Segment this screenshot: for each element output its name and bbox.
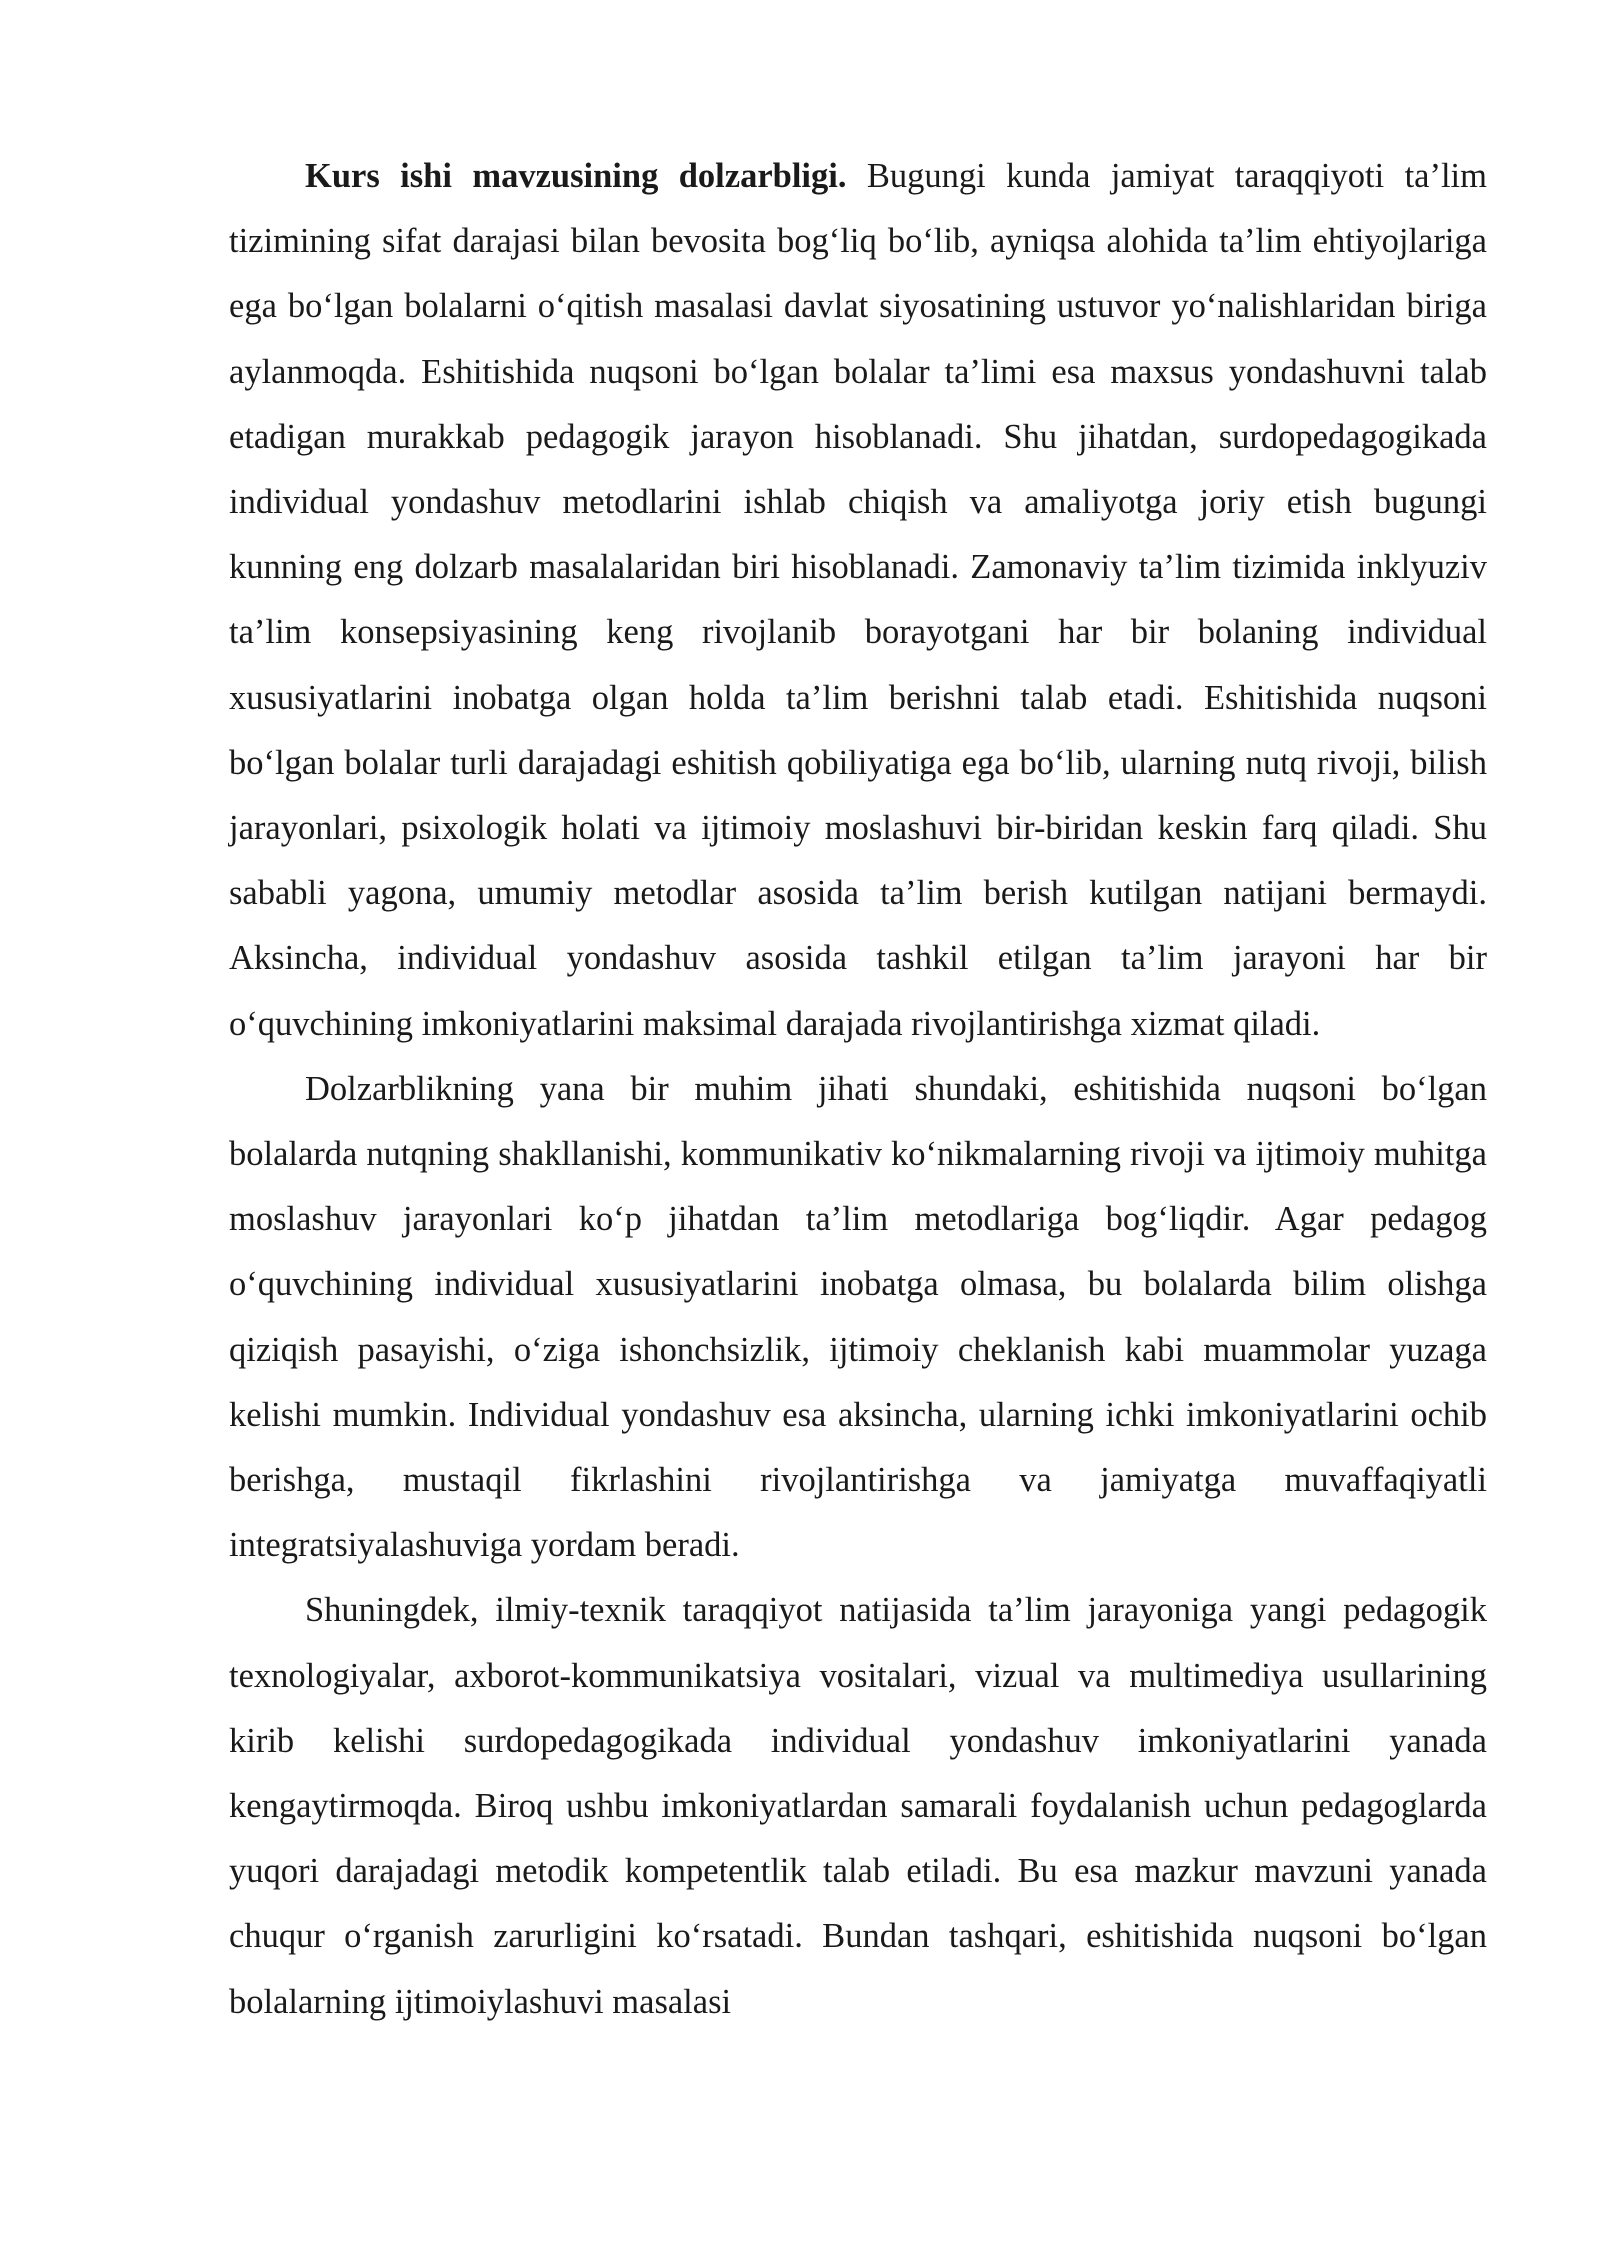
paragraph-text: Shuningdek, ilmiy-texnik taraqqiyot natijasida ta’lim jarayoniga yangi pedagogik texnologiyalar, axborot-kommunikatsiya vositalari, vizual va multimediya usullarining kirib kelishi surdopedagogikada individual yondashuv imkoniyatlarini yanada kengaytirmoqda. Biroq ushbu imkoniyatlardan samarali foydalanish uchun pedagoglarda yuqori darajadagi metodik kompetentlik talab etiladi. Bu esa mazkur mavzuni yanada chuqur o‘rganish zarurligini ko‘rsatadi. Bundan tashqari, eshitishida nuqsoni bo‘lgan bolalarning ijtimoiylashuvi masalasi (229, 1591, 1487, 2021)
paragraph-relevance-second (229, 1057, 1487, 1579)
paragraph-relevance-intro (229, 144, 1487, 1057)
paragraph-text: Dolzarblikning yana bir muhim jihati shundaki, eshitishida nuqsoni bo‘lgan bolalarda nutqning shakllanishi, kommunikativ ko‘nikmalarning rivoji va ijtimoiy muhitga moslashuv jarayonlari ko‘p jihatdan ta’lim metodlariga bog‘liqdir. Agar pedagog o‘quvchining individual xususiyatlarini inobatga olmasa, bu bolalarda bilim olishga qiziqish pasayishi, o‘ziga ishonchsizlik, ijtimoiy cheklanish kabi muammolar yuzaga kelishi mumkin. Individual yondashuv esa aksincha, ularning ichki imkoniyatlarini ochib berishga, mustaqil fikrlashini rivojlantirishga va jamiyatga muvaffaqiyatli integratsiyalashuviga yordam beradi. (229, 1069, 1487, 1565)
paragraph-text: Bugungi kunda jamiyat taraqqiyoti ta’lim tizimining sifat darajasi bilan bevosita bog‘liq bo‘lib, ayniqsa alohida ta’lim ehtiyojlariga ega bo‘lgan bolalarni o‘qitish masalasi davlat siyosatining ustuvor yo‘nalishlaridan biriga aylanmoqda. Eshitishida nuqsoni bo‘lgan bolalar ta’limi esa maxsus yondashuvni talab etadigan murakkab pedagogik jarayon hisoblanadi. Shu jihatdan, surdopedagogikada individual yondashuv metodlarini ishlab chiqish va amaliyotga joriy etish bugungi kunning eng dolzarb masalalaridan biri hisoblanadi. Zamonaviy ta’lim tizimida inklyuziv ta’lim konsepsiyasining keng rivojlanib borayotgani har bir bolaning individual xususiyatlarini inobatga olgan holda ta’lim berishni talab etadi. Eshitishida nuqsoni bo‘lgan bolalar turli darajadagi eshitish qobiliyatiga ega bo‘lib, ularning nutq rivoji, bilish jarayonlari, psixologik holati va ijtimoiy moslashuvi bir-biridan keskin farq qiladi. Shu sababli yagona, umumiy metodlar asosida ta’lim berish kutilgan natijani bermaydi. Aksincha, individual yondashuv asosida tashkil etilgan ta’lim jarayoni har bir o‘quvchining imkoniyatlarini maksimal darajada rivojlantirishga xizmat qiladi. (229, 157, 1487, 1043)
section-lead-heading: Kurs ishi mavzusining dolzarbligi. (305, 157, 847, 195)
paragraph-relevance-third (229, 1578, 1487, 2034)
document-body (229, 144, 1487, 2035)
